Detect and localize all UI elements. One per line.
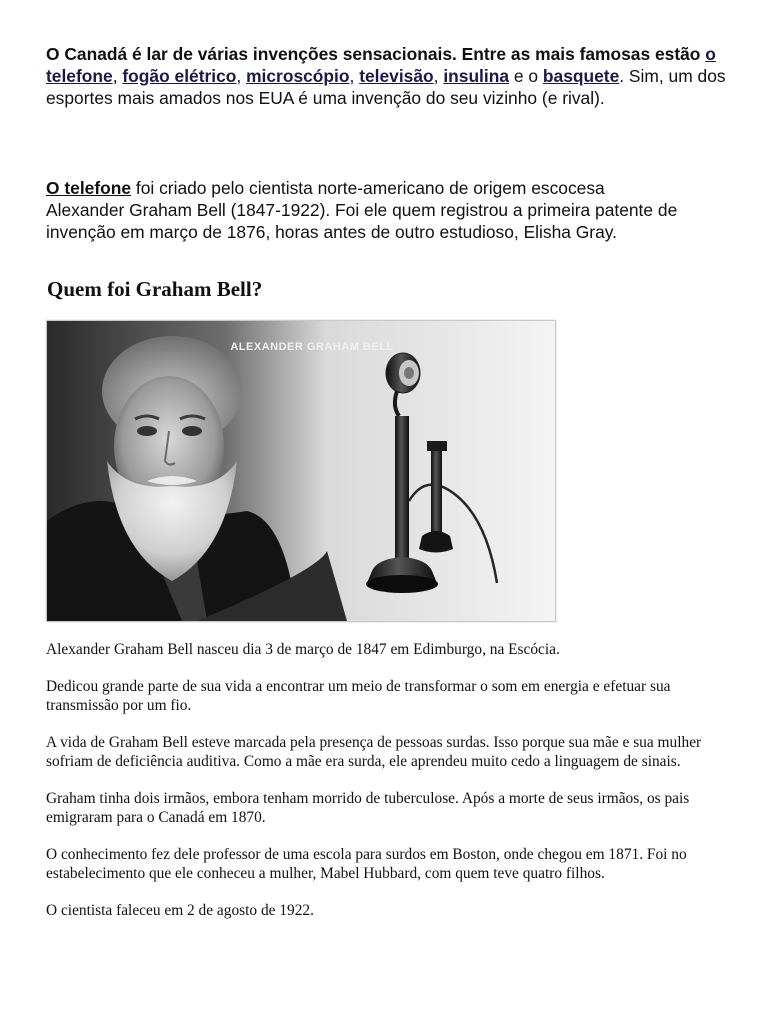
link-basquete[interactable]: basquete [542, 66, 620, 86]
biography [46, 640, 726, 920]
intro-separator: , [236, 66, 242, 86]
intro-separator: , [349, 66, 355, 86]
bio-paragraph: Dedicou grande parte de sua vida a encontrar um meio de transformar o som em energia e efetuar sua transmissão por um fio. [46, 678, 671, 714]
telephone-text: foi criado pelo cientista norte-americano de origem escocesa Alexander Graham Bell (1847-1922). Foi ele quem registrou a primeira patente de invenção em março de 1876, horas antes de outro estudioso, Elisha Gray. [46, 178, 678, 242]
paragraph-gap [46, 771, 726, 789]
link-insulina[interactable]: insulina [443, 66, 510, 86]
intro-and: e o [513, 66, 539, 86]
intro-separator: , [433, 66, 439, 86]
telephone-paragraph [46, 177, 686, 243]
bio-paragraph: A vida de Graham Bell esteve marcada pela presença de pessoas surdas. Isso porque sua mãe e sua mulher sofriam de deficiência auditiva. Como a mãe era surda, ele aprendeu muito cedo a linguagem de sinais. [46, 734, 702, 770]
paragraph-gap [46, 659, 726, 677]
intro-tail: . Sim, um dos esportes mais amados nos EUA é uma invenção do seu vizinho (e rival). [46, 66, 726, 108]
bio-paragraph: O conhecimento fez dele professor de uma escola para surdos em Boston, onde chegou em 1871. Foi no estabelecimento que ele conheceu a mulher, Mabel Hubbard, com quem teve quatro filhos. [46, 846, 687, 882]
link-fogao-eletrico[interactable]: fogão elétrico [122, 66, 237, 86]
paragraph-gap [46, 883, 726, 901]
graham-bell-photo [46, 320, 556, 622]
link-televisao[interactable]: televisão [359, 66, 434, 86]
intro-lead: O Canadá é lar de várias invenções sensacionais. Entre as mais famosas estão [46, 44, 701, 64]
bio-paragraph: Alexander Graham Bell nasceu dia 3 de março de 1847 em Edimburgo, na Escócia. [46, 641, 560, 658]
photo-illustration [47, 321, 555, 621]
link-o-telefone[interactable]: O telefone [46, 178, 132, 198]
link-microscopio[interactable]: microscópio [246, 66, 350, 86]
paragraph-gap [46, 715, 726, 733]
intro-separator: , [112, 66, 118, 86]
section-heading: Quem foi Graham Bell? [47, 277, 263, 301]
intro-paragraph [46, 43, 726, 109]
bio-paragraph: O cientista faleceu em 2 de agosto de 1922. [46, 902, 314, 919]
paragraph-gap [46, 827, 726, 845]
link-telefone[interactable]: o telefone [46, 44, 716, 86]
bio-paragraph: Graham tinha dois irmãos, embora tenham morrido de tuberculose. Após a morte de seus irmãos, os pais emigraram para o Canadá em 1870. [46, 790, 690, 826]
photo-caption: ALEXANDER GRAHAM BELL [230, 341, 394, 353]
